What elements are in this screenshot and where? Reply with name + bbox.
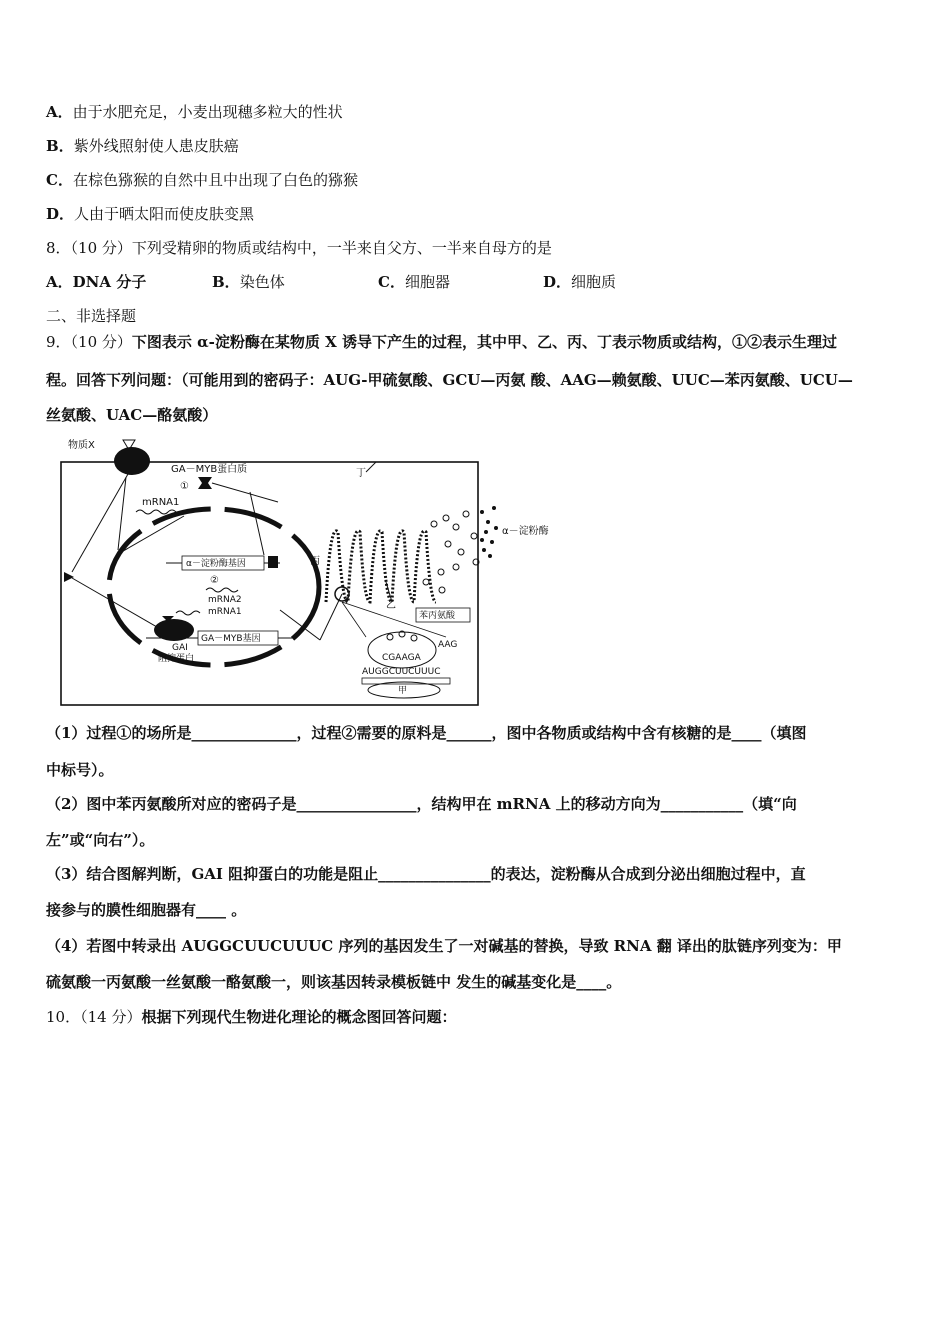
- option-a: A．由于水肥充足，小麦出现穗多粒大的性状: [46, 103, 343, 121]
- anticodon-label: CGAAGA: [382, 653, 421, 663]
- q9-sub3-line1: （3）结合图解判断，GAI 阻抑蛋白的功能是阻止_______________的表达，淀粉酶从合成到分泌出细胞过程中，直: [46, 865, 806, 883]
- q10-stem: 10．（14 分）根据下列现代生物进化理论的概念图回答问题：: [46, 1008, 457, 1026]
- q9-sub2-line2: 左”或“向右”）。: [46, 831, 155, 849]
- figure-svg: [46, 432, 566, 712]
- yi-label: 乙: [386, 600, 396, 611]
- amylase-pathway-figure: [46, 432, 566, 712]
- ga-myb-protein-label: GA－MYB蛋白质: [171, 464, 248, 475]
- aag-label: AAG: [438, 640, 458, 650]
- arrow-x-left: [72, 474, 128, 572]
- option-c: C．在棕色猕猴的自然中且中出现了白色的猕猴: [46, 171, 358, 189]
- q8-option-a: A．DNA 分子: [46, 273, 147, 291]
- ga-myb-protein-shape: [198, 477, 212, 489]
- amylase-gene-label: α－淀粉酶基因: [186, 559, 246, 569]
- substance-x-blob: [114, 447, 150, 475]
- q8-option-b: B．染色体: [212, 273, 285, 291]
- q8-score: （10 分）: [70, 239, 132, 257]
- mrna1-top-label: mRNA1: [142, 497, 180, 508]
- repressor-label: 阻抑蛋白: [158, 654, 195, 664]
- q9-stem-line3: 丝氨酸、UAC—酪氨酸）: [46, 406, 218, 424]
- option-text: 紫外线照射使人患皮肤癌: [73, 137, 239, 155]
- q9-sub4-line1: （4）若图中转录出 AUGGCUUCUUUC 序列的基因发生了一对碱基的替换，导致 RNA 翻 译出的肽链序列变为：甲: [46, 937, 842, 955]
- option-text: 在棕色猕猴的自然中且中出现了白色的猕猴: [72, 171, 358, 189]
- q8-option-d: D．细胞质: [543, 273, 617, 291]
- substance-x-label: 物质X: [68, 440, 95, 451]
- section-heading: 二、非选择题: [46, 307, 137, 325]
- ga-myb-bound: [268, 556, 278, 568]
- q9-stem-line2: 程。回答下列问题：（可能用到的密码子：AUG-甲硫氨酸、GCU—丙氨 酸、AAG—赖氨酸、UUC—苯丙氨酸、UCU—: [46, 371, 853, 389]
- option-key: C: [46, 171, 58, 189]
- mrna-seq-label: AUGGCUUCUUUC: [362, 667, 441, 677]
- option-key: B: [46, 137, 59, 155]
- q9-sub4-line2: 硫氨酸一丙氨酸一丝氨酸一酪氨酸一，则该基因转录模板链中 发生的碱基变化是____。: [46, 973, 622, 991]
- q8-stem: [46, 238, 910, 258]
- q9-sub2-line1: （2）图中苯丙氨酸所对应的密码子是________________，结构甲在 mRNA 上的移动方向为___________（填“向: [46, 795, 797, 813]
- q9-stem-line1: 9．（10 分）下图表示 α-淀粉酶在某物质 X 诱导下产生的过程，其中甲、乙、丙、丁表示物质或结构，①②表示生理过: [46, 333, 837, 351]
- option-d: D．人由于晒太阳而使皮肤变黑: [46, 205, 255, 223]
- q8-number: 8．: [46, 239, 71, 257]
- amylase-dots: [480, 506, 498, 558]
- mrna1-mid-label: mRNA1: [208, 607, 242, 617]
- option-b: B．紫外线照射使人患皮肤癌: [46, 137, 239, 155]
- circle1-label: ①: [180, 481, 189, 492]
- q9-sub1-line2: 中标号）。: [46, 761, 114, 779]
- bing-label: 丙: [310, 556, 320, 567]
- option-key: D: [46, 205, 60, 223]
- q8-option-c: C．细胞器: [378, 273, 450, 291]
- option-text: 人由于晒太阳而使皮肤变黑: [74, 205, 255, 223]
- ga-myb-gene-label: GA－MYB基因: [201, 634, 261, 644]
- er-folds: [326, 531, 436, 602]
- option-text: 由于水肥充足，小麦出现穗多粒大的性状: [72, 103, 343, 121]
- gai-blob: [154, 619, 194, 641]
- amylase-label: α－淀粉酶: [502, 526, 549, 537]
- q8-text: 下列受精卵的物质或结构中，一半来自父方、一半来自母方的是: [131, 239, 552, 257]
- option-key: A: [46, 103, 58, 121]
- q9-sub1-line1: （1）过程①的场所是______________，过程②需要的原料是______，图中各物质或结构中含有核糖的是____（填图: [46, 724, 807, 742]
- ding-label: 丁: [356, 468, 366, 479]
- mrna2-label: mRNA2: [208, 595, 242, 605]
- phe-label: 苯丙氨酸: [419, 611, 456, 621]
- gai-label: GAI: [172, 643, 188, 653]
- circle2-label: ②: [210, 575, 219, 586]
- q9-sub3-line2: 接参与的膜性细胞器有____ 。: [46, 901, 247, 919]
- arrow-head-left: [64, 572, 74, 582]
- jia-label: 甲: [398, 686, 408, 696]
